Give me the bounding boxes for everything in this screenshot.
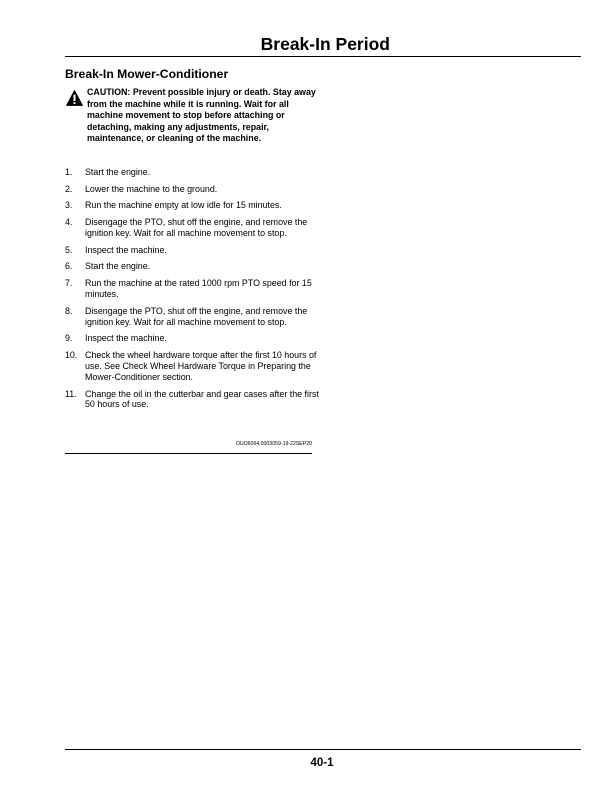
list-item — [65, 184, 320, 195]
step-text: Lower the machine to the ground. — [85, 183, 218, 194]
list-item — [65, 350, 320, 383]
page-number: 40-1 — [310, 757, 334, 769]
warning-triangle-icon — [66, 90, 83, 106]
footer-divider — [65, 749, 581, 750]
list-item — [65, 389, 320, 411]
step-list — [65, 167, 320, 416]
step-text: Disengage the PTO, shut off the engine, and remove the ignition key. Wait for all machine movement to stop. — [85, 217, 308, 239]
section-divider — [65, 453, 312, 454]
step-text: Run the machine empty at low idle for 15 minutes. — [85, 200, 282, 211]
header-divider — [65, 56, 581, 57]
list-item — [65, 217, 320, 239]
step-text: Start the engine. — [85, 167, 151, 177]
step-number: 7. — [65, 278, 73, 289]
step-number: 8. — [65, 305, 73, 316]
step-number: 5. — [65, 244, 73, 255]
caution-text: CAUTION: Prevent possible injury or death. Stay away from the machine while it is running. Wait for all machine movement to stop before attaching or detaching, making any adjustments, repair, maintenance, or cleaning of the machine. — [87, 87, 316, 143]
list-item — [65, 167, 320, 178]
step-text: Run the machine at the rated 1000 rpm PTO speed for 15 minutes. — [85, 278, 312, 300]
list-item — [65, 200, 320, 211]
step-number: 4. — [65, 217, 73, 228]
step-number: 10. — [65, 350, 78, 361]
document-code: OUO6064,0003059-19-22SEP20 — [235, 441, 312, 447]
list-item — [65, 245, 320, 256]
list-item — [65, 278, 320, 300]
step-text: Change the oil in the cutterbar and gear cases after the first 50 hours of use. — [85, 388, 319, 410]
step-text: Inspect the machine. — [85, 333, 167, 344]
list-item — [65, 306, 320, 328]
page-title: Break-In Period — [260, 34, 390, 54]
list-item — [65, 333, 320, 344]
step-number: 1. — [65, 167, 73, 177]
step-number: 2. — [65, 183, 73, 194]
step-text: Inspect the machine. — [85, 244, 167, 255]
step-text: Disengage the PTO, shut off the engine, and remove the ignition key. Wait for all machine movement to stop. — [85, 305, 308, 327]
step-text: Start the engine. — [85, 261, 151, 272]
step-number: 9. — [65, 333, 73, 344]
step-text: Check the wheel hardware torque after the first 10 hours of use. See Check Wheel Hardware Torque in Preparing the Mower-Conditioner section. — [85, 350, 317, 382]
step-number: 11. — [65, 388, 77, 399]
step-number: 6. — [65, 261, 73, 272]
section-title: Break-In Mower-Conditioner — [65, 67, 229, 81]
list-item — [65, 261, 320, 272]
step-number: 3. — [65, 200, 73, 211]
